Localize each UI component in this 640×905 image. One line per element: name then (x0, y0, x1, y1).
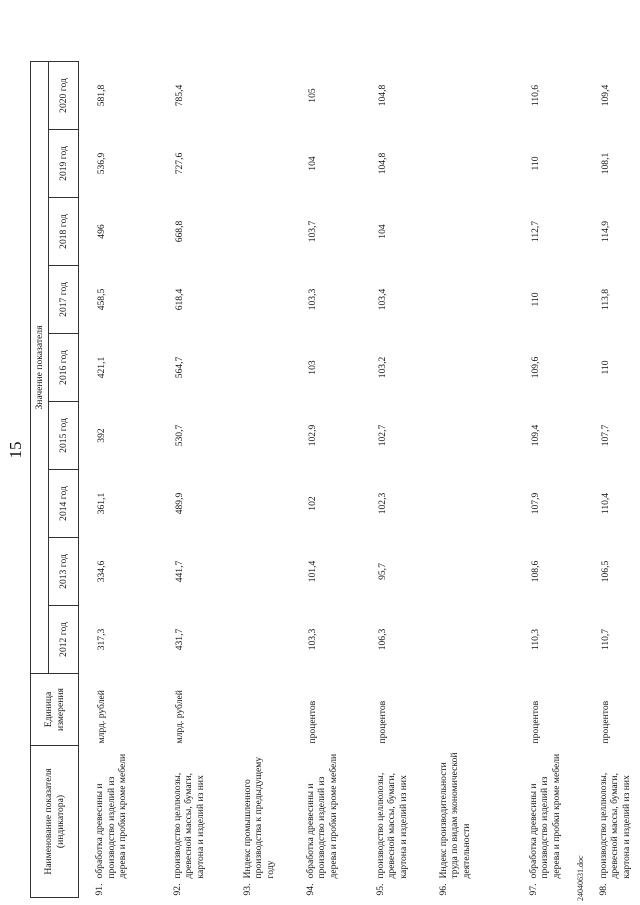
value-cell: 104 (306, 156, 318, 171)
header-year: 2013 год (49, 538, 79, 606)
value-cell (227, 470, 290, 538)
indicator-name-cell (423, 746, 513, 898)
value-cell: 458,5 (96, 288, 107, 311)
header-name: Наименование показателя (индикатора) (31, 746, 79, 898)
value-cell: 421,1 (96, 356, 107, 379)
value-cell (227, 198, 290, 266)
value-cell (227, 130, 290, 198)
value-cell: 114,9 (599, 220, 611, 243)
value-cell: 109,4 (599, 84, 611, 107)
table-row (360, 62, 423, 898)
indicator-name: Индекс промышленного производства к предыдущему году (241, 756, 276, 879)
table-row (513, 62, 583, 898)
value-cell: 107,7 (599, 424, 611, 447)
value-cell: 110,3 (529, 628, 541, 651)
table-row (157, 62, 227, 898)
value-cell (227, 62, 290, 130)
value-cell: 441,7 (173, 560, 185, 583)
value-cell: 361,1 (96, 492, 107, 515)
header-unit: Единица измерения (31, 674, 79, 746)
value-cell: 668,8 (173, 220, 185, 243)
value-cell: 392 (96, 428, 107, 443)
value-cell (227, 334, 290, 402)
indicator-name: обработка древесины и производство изделий из дерева и пробки кроме мебели (527, 753, 562, 879)
value-cell (227, 606, 290, 674)
indicator-name-cell (360, 746, 423, 898)
unit-cell: млрд. рублей (173, 690, 185, 744)
header-year: 2014 год (49, 470, 79, 538)
value-cell (227, 538, 290, 606)
unit-cell (227, 674, 290, 746)
value-cell: 103,3 (306, 288, 318, 311)
header-year: 2012 год (49, 606, 79, 674)
value-cell: 103 (306, 360, 318, 375)
indicator-name-cell (157, 746, 227, 898)
indicator-name: Индекс производительности труда по видам экономической деятельности (437, 752, 472, 879)
indicator-name-cell (513, 746, 583, 898)
value-cell: 727,6 (173, 152, 185, 175)
value-cell: 104,8 (376, 152, 388, 175)
indicator-name-cell (583, 746, 633, 898)
value-cell: 104 (376, 224, 388, 239)
row-number: 95. (374, 883, 386, 896)
row-number: 92. (171, 883, 183, 896)
document-footer: 24040631.doc (576, 855, 585, 901)
unit-cell: млрд. рублей (96, 690, 107, 744)
table-row (79, 62, 157, 898)
unit-cell (423, 674, 513, 746)
value-cell: 102,9 (306, 424, 318, 447)
unit-cell: процентов (529, 700, 541, 744)
value-cell: 618,4 (173, 288, 185, 311)
indicator-name: обработка древесины и производство изделий из дерева и пробки кроме мебели (304, 753, 339, 879)
value-cell: 113,8 (599, 288, 611, 311)
header-year: 2016 год (49, 334, 79, 402)
header-year: 2020 год (49, 62, 79, 130)
value-cell: 103,3 (306, 628, 318, 651)
value-cell (423, 606, 513, 674)
row-number: 96. (437, 883, 449, 896)
value-cell: 110,7 (599, 628, 611, 651)
indicator-name-cell (227, 746, 290, 898)
unit-cell: процентов (306, 700, 318, 744)
value-cell: 101,4 (306, 560, 318, 583)
table-row (227, 62, 290, 898)
value-cell (423, 470, 513, 538)
value-cell: 105 (306, 88, 318, 103)
value-cell (423, 402, 513, 470)
value-cell: 334,6 (96, 560, 107, 583)
value-cell: 109,6 (529, 356, 541, 379)
value-cell (423, 130, 513, 198)
value-cell: 103,7 (306, 220, 318, 243)
indicator-name: производство целлюлозы, древесной массы, бумаги, картона и изделий из них (597, 772, 632, 879)
value-cell: 536,9 (96, 152, 107, 175)
value-cell: 102,7 (376, 424, 388, 447)
value-cell: 530,7 (173, 424, 185, 447)
value-cell (423, 266, 513, 334)
value-cell: 109,4 (529, 424, 541, 447)
value-cell: 107,9 (529, 492, 541, 515)
value-cell: 103,4 (376, 288, 388, 311)
value-cell: 104,8 (376, 84, 388, 107)
row-number: 91. (94, 883, 105, 896)
value-cell: 108,6 (529, 560, 541, 583)
value-cell (423, 538, 513, 606)
value-cell: 110,4 (599, 492, 611, 515)
table-row (290, 62, 360, 898)
header-value-group: Значение показателя (31, 62, 49, 674)
indicator-table (30, 61, 632, 898)
value-cell: 110 (599, 360, 611, 375)
unit-cell: процентов (376, 700, 388, 744)
value-cell: 564,7 (173, 356, 185, 379)
value-cell (423, 198, 513, 266)
value-cell: 95,7 (376, 563, 388, 580)
value-cell (227, 266, 290, 334)
header-year: 2019 год (49, 130, 79, 198)
value-cell: 110,6 (529, 84, 541, 107)
value-cell: 106,3 (376, 628, 388, 651)
value-cell: 496 (96, 224, 107, 239)
header-year: 2018 год (49, 198, 79, 266)
row-number: 97. (527, 883, 539, 896)
value-cell: 317,3 (96, 628, 107, 651)
value-cell (423, 334, 513, 402)
table-row (423, 62, 513, 898)
value-cell: 103,2 (376, 356, 388, 379)
row-number: 94. (304, 883, 316, 896)
value-cell (227, 402, 290, 470)
unit-cell: процентов (599, 700, 611, 744)
page-number: 15 (6, 441, 25, 459)
value-cell: 431,7 (173, 628, 185, 651)
indicator-name-cell (79, 746, 157, 898)
row-number: 98. (597, 883, 609, 896)
value-cell (423, 62, 513, 130)
value-cell: 489,9 (173, 492, 185, 515)
value-cell: 110 (529, 292, 541, 307)
value-cell: 102 (306, 496, 318, 511)
header-year: 2017 год (49, 266, 79, 334)
value-cell: 581,8 (96, 84, 107, 107)
value-cell: 112,7 (529, 220, 541, 243)
indicator-name-cell (290, 746, 360, 898)
indicator-name: производство целлюлозы, древесной массы, бумаги, картона и изделий из них (171, 772, 206, 879)
table-row (583, 62, 633, 898)
row-number: 93. (241, 883, 253, 896)
indicator-name: обработка древесины и производство изделий из дерева и пробки кроме мебели (94, 753, 129, 879)
value-cell: 106,5 (599, 560, 611, 583)
header-year: 2015 год (49, 402, 79, 470)
value-cell: 102,3 (376, 492, 388, 515)
value-cell: 108,1 (599, 152, 611, 175)
indicator-name: производство целлюлозы, древесной массы, бумаги, картона и изделий из них (374, 772, 409, 879)
value-cell: 785,4 (173, 84, 185, 107)
value-cell: 110 (529, 156, 541, 171)
